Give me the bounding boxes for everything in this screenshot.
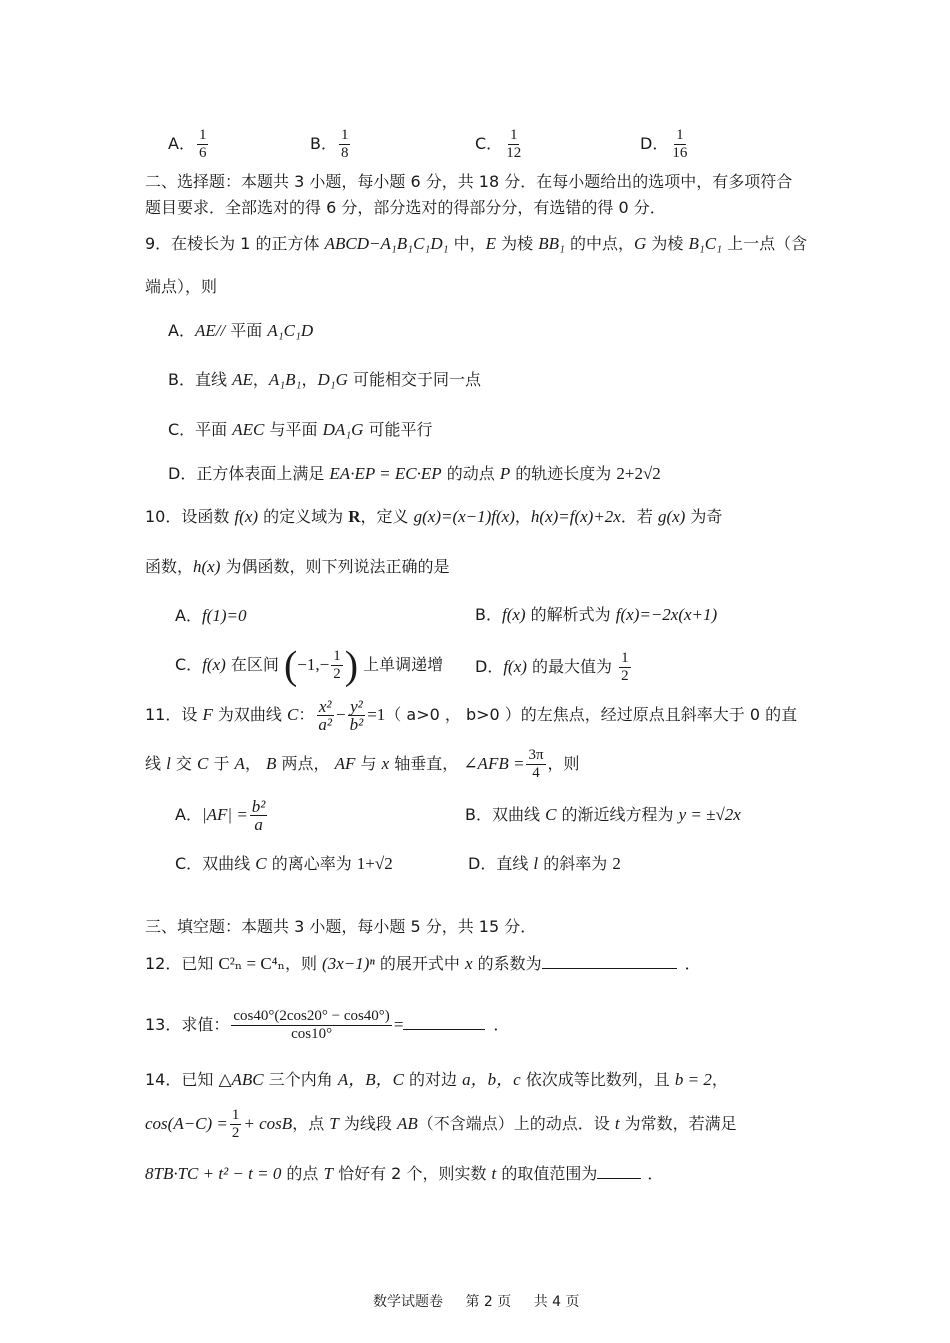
right-paren: ) [344, 642, 359, 688]
q8-option-d [640, 127, 691, 162]
q9-stem: 9．在棱长为 1 的正方体 ABCD−A₁B₁C₁D₁ 中，E 为棱 BB₁ 的中点，G 为棱 B₁C₁ 上一点（含 [145, 234, 808, 253]
q11-stem: 11．设 F 为双曲线 C： $\frac{\text{x²}}{\text{a²}}$ − $\frac{\text{y²}}{\text{b²}}$ =1（ a>0 ， b>0 ）的左焦点，经过原点且斜率大于 0 的直 [145, 697, 798, 734]
option-label: B． [310, 134, 337, 153]
answer-blank[interactable] [403, 1015, 485, 1030]
option-label: C． [475, 134, 503, 153]
fraction: $\frac{1}{12}$ [506, 127, 522, 161]
fraction: $\frac{1}{2}$ [621, 650, 629, 684]
footer-page: 第 2 页 [465, 1294, 512, 1310]
section2-instructions-line1: 二、选择题：本题共 3 小题，每小题 6 分，共 18 分．在每小题给出的选项中，有多项符合 [145, 172, 793, 191]
fraction: $\frac{3\pi}{4}$ [528, 747, 544, 781]
q9-option-c: C．平面 AEC 与平面 DA₁G 可能平行 [168, 420, 433, 439]
q11-stem-line2: 线 l 交 C 于 A， B 两点， AF 与 x 轴垂直， ∠AFB = $\frac{3\pi}{4}$ ，则 [145, 747, 580, 781]
q14-stem-line2: cos(A−C) = $\frac{1}{2}$ + cosB，点 T 为线段 AB（不含端点）上的动点．设 t 为常数，若满足 [145, 1107, 737, 1141]
q13: 13．求值： $\frac{\cos 40^\circ(2\cos 20^\circ - \cos 40^\circ)}{\cos 10^\circ}$ = ． [145, 1008, 510, 1042]
fraction: $\frac{1}{2}$ [231, 1107, 240, 1141]
section3-instructions: 三、填空题：本题共 3 小题，每小题 5 分，共 15 分． [145, 917, 537, 936]
fraction: $\frac{\text{x²}}{\text{a²}}$ [318, 697, 332, 734]
q8-option-c [475, 127, 525, 162]
q10-option-c: C．f(x) 在区间 (−1,− $\frac{1}{2}$ ) 上单调递增 [175, 642, 444, 688]
q14-stem: 14．已知 △ABC 三个内角 A，B，C 的对边 a，b，c 依次成等比数列，且 b = 2， [145, 1070, 728, 1089]
fraction: $\frac{1}{2}$ [333, 648, 341, 682]
fraction: $\frac{1}{16}$ [672, 127, 688, 161]
option-label: D． [640, 134, 669, 153]
q9-option-b: B．直线 AE，A₁B₁，D₁G 可能相交于同一点 [168, 370, 482, 389]
q14-stem-line3: 8TB·TC + t² − t = 0 的点 T 恰好有 2 个，则实数 t 的取值范围为 ． [145, 1164, 664, 1183]
footer-total: 共 4 页 [533, 1294, 580, 1310]
q11-option-b: B．双曲线 C 的渐近线方程为 y = ±√2x [465, 805, 741, 824]
q10-stem: 10．设函数 f(x) 的定义域为 R，定义 g(x)=(x−1)f(x)，h(x)=f(x)+2x．若 g(x) 为奇 [145, 507, 723, 526]
q10-stem-line2: 函数，h(x) 为偶函数，则下列说法正确的是 [145, 557, 450, 576]
fraction: $\frac{1}{8}$ [340, 127, 349, 161]
answer-blank[interactable] [542, 954, 677, 969]
q8-option-a [168, 127, 210, 162]
q10-option-d: D．f(x) 的最大值为 $\frac{1}{2}$ [475, 650, 629, 684]
left-paren: ( [283, 642, 298, 688]
footer-subject: 数学试题卷 [373, 1294, 443, 1310]
q9-stem-line2: 端点），则 [145, 277, 218, 296]
q10-option-b: B．f(x) 的解析式为 f(x)=−2x(x+1) [475, 605, 718, 624]
fraction: $\frac{\cos 40^\circ(2\cos 20^\circ - \cos 40^\circ)}{\cos 10^\circ}$ [233, 1008, 390, 1042]
q11-option-a: A．|AF| = $\frac{\text{b²}}{a}$ [175, 797, 266, 834]
q9-option-a: A．AE// 平面 A₁C₁D [168, 321, 314, 340]
q11-option-c: C．双曲线 C 的离心率为 1+√2 [175, 854, 393, 873]
q9-option-d: D．正方体表面上满足 EA·EP = EC·EP 的动点 P 的轨迹长度为 2+2√2 [168, 464, 661, 483]
fraction: $\frac{\text{b²}}{a}$ [251, 797, 266, 834]
q10-option-a: A．f(1)=0 [175, 606, 247, 625]
section2-instructions-line2: 题目要求．全部选对的得 6 分，部分选对的得部分分，有选错的得 0 分． [145, 198, 666, 217]
answer-blank[interactable] [597, 1164, 641, 1179]
fraction: $\frac{\text{y²}}{\text{b²}}$ [349, 697, 364, 734]
page-footer [373, 1291, 580, 1313]
fraction: $\frac{1}{6}$ [198, 127, 207, 161]
q8-option-b [310, 127, 352, 162]
q11-option-d: D．直线 l 的斜率为 2 [468, 854, 621, 873]
option-label: A． [168, 134, 195, 153]
q12: 12．已知 C²ₙ = C⁴ₙ，则 (3x−1)ⁿ 的展开式中 x 的系数为 ． [145, 954, 701, 973]
